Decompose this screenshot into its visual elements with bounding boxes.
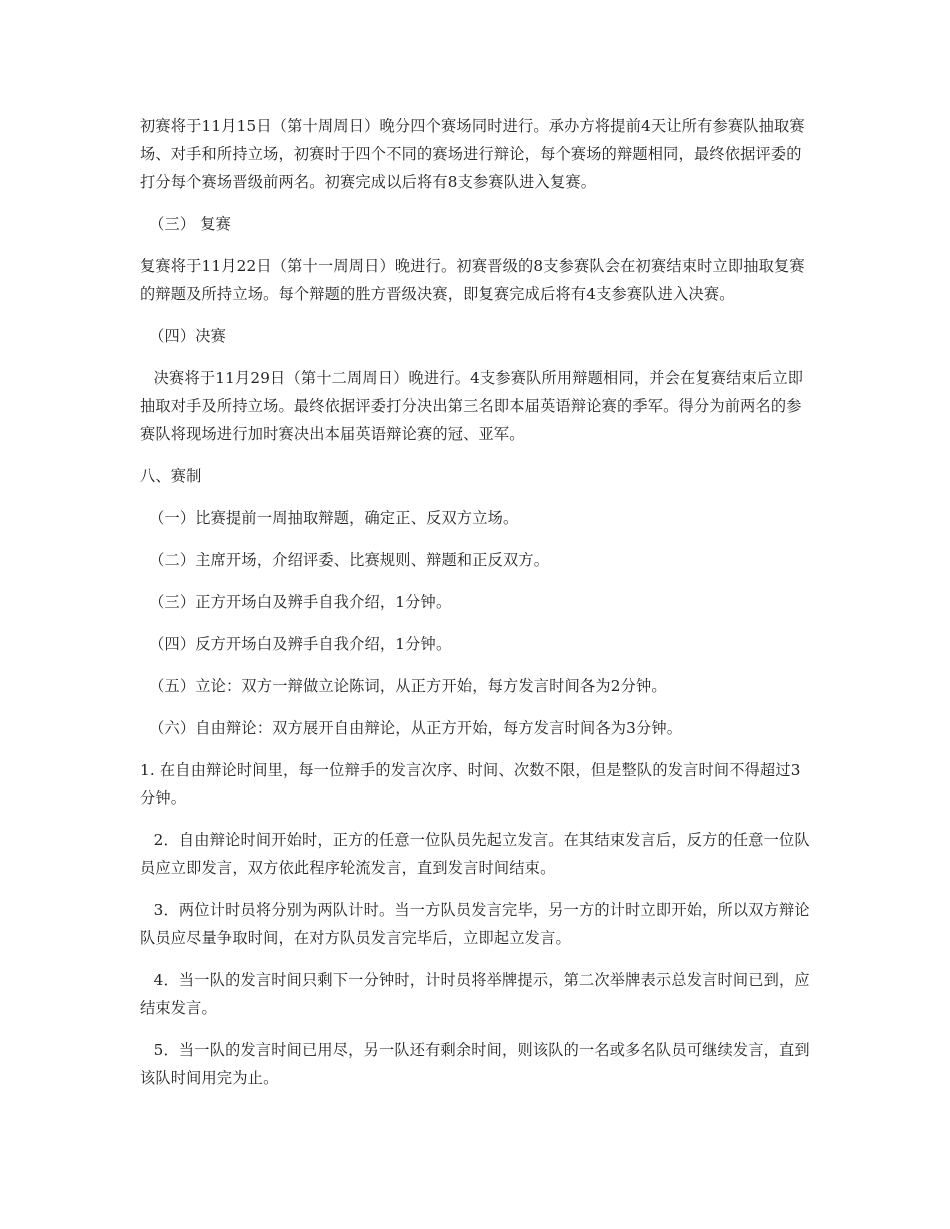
rule-item-5: （五）立论：双方一辩做立论陈词，从正方开始，每方发言时间各为2分钟。 [149, 677, 667, 695]
free-debate-rule-4: 4．当一队的发言时间只剩下一分钟时，计时员将举牌提示，第二次举牌表示总发言时间已到，应结束发言。 [140, 971, 810, 1017]
semifinal-heading: （三） 复赛 [149, 215, 232, 233]
rules-heading: 八、赛制 [140, 467, 202, 485]
rule-item-3: （三）正方开场白及辨手自我介绍，1分钟。 [149, 593, 452, 611]
semifinal-paragraph: 复赛将于11月22日（第十一周周日）晚进行。初赛晋级的8支参赛队会在初赛结束时立即抽取复赛的辩题及所持立场。每个辩题的胜方晋级决赛，即复赛完成后将有4支参赛队进入决赛。 [140, 257, 805, 303]
free-debate-rule-2: 2．自由辩论时间开始时，正方的任意一位队员先起立发言。在其结束发言后，反方的任意一位队员应立即发言，双方依此程序轮流发言，直到发言时间结束。 [140, 831, 810, 877]
rule-item-1: （一）比赛提前一周抽取辩题，确定正、反双方立场。 [149, 509, 519, 527]
free-debate-rule-1: 1. 在自由辩论时间里，每一位辩手的发言次序、时间、次数不限，但是整队的发言时间不得超过3分钟。 [140, 761, 801, 807]
rule-item-6: （六）自由辩论：双方展开自由辩论，从正方开始，每方发言时间各为3分钟。 [149, 719, 683, 737]
document-body [140, 112, 815, 1092]
preliminary-round-paragraph: 初赛将于11月15日（第十周周日）晚分四个赛场同时进行。承办方将提前4天让所有参赛队抽取赛场、对手和所持立场，初赛时于四个不同的赛场进行辩论，每个赛场的辩题相同，最终依据评委的打分每个赛场晋级前两名。初赛完成以后将有8支参赛队进入复赛。 [140, 117, 805, 191]
final-paragraph: 决赛将于11月29日（第十二周周日）晚进行。4支参赛队所用辩题相同，并会在复赛结束后立即抽取对手及所持立场。最终依据评委打分决出第三名即本届英语辩论赛的季军。得分为前两名的参赛队将现场进行加时赛决出本届英语辩论赛的冠、亚军。 [140, 369, 804, 443]
free-debate-rule-3: 3．两位计时员将分别为两队计时。当一方队员发言完毕，另一方的计时立即开始，所以双方辩论队员应尽量争取时间，在对方队员发言完毕后，立即起立发言。 [140, 901, 810, 947]
rule-item-2: （二）主席开场，介绍评委、比赛规则、辩题和正反双方。 [149, 551, 550, 569]
free-debate-rule-5: 5．当一队的发言时间已用尽，另一队还有剩余时间，则该队的一名或多名队员可继续发言，直到该队时间用完为止。 [140, 1041, 810, 1087]
final-heading: （四）决赛 [149, 327, 227, 345]
rule-item-4: （四）反方开场白及辨手自我介绍，1分钟。 [149, 635, 452, 653]
